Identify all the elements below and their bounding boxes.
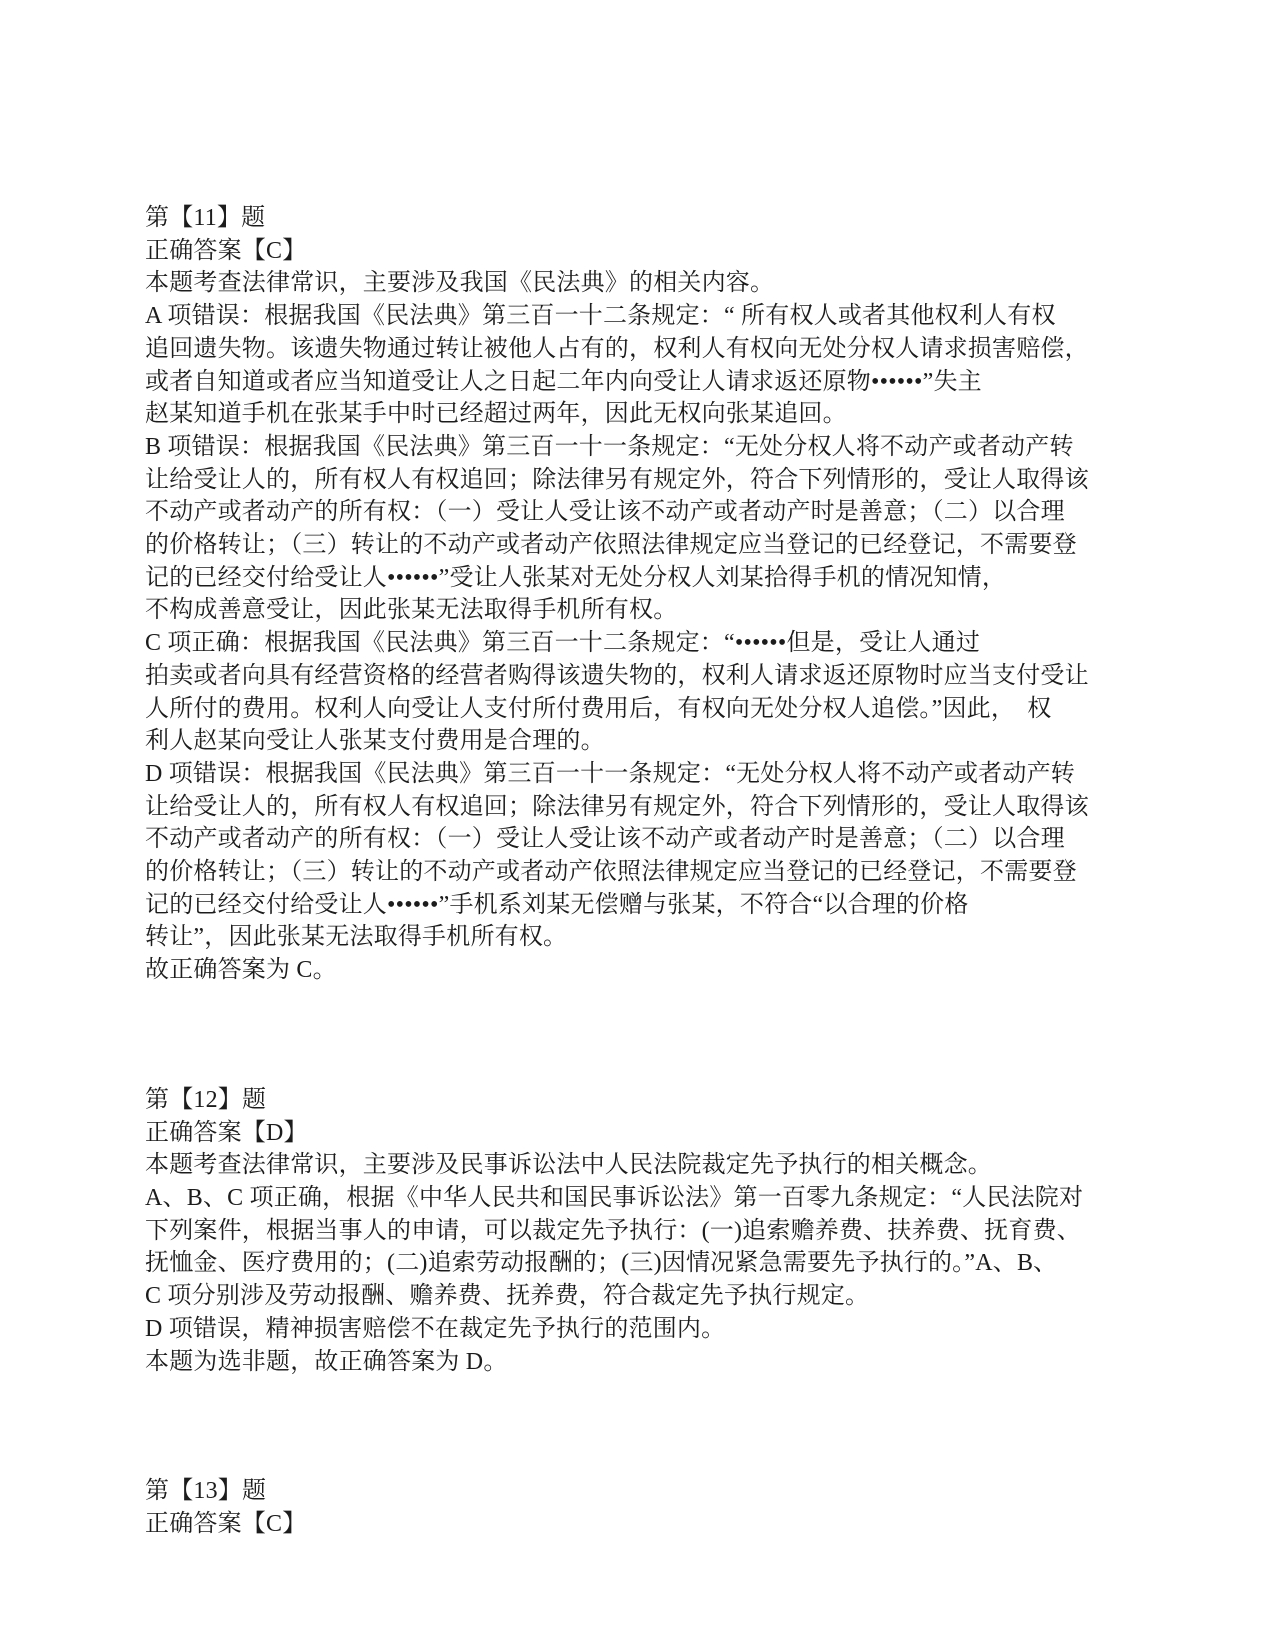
explanation-text-line: 记的已经交付给受让人••••••”受让人张某对无处分权人刘某拾得手机的情况知情，: [145, 564, 1007, 591]
explanation-text-line: 或者自知道或者应当知道受让人之日起二年内向受让人请求返还原物••••••”失主: [145, 368, 982, 395]
explanation-text-line: D 项错误：根据我国《民法典》第三百一十一条规定：“无处分权人将不动产或者动产转: [145, 760, 1075, 787]
correct-answer-label: 正确答案【C】: [145, 1510, 307, 1537]
explanation-text-line: 故正确答案为 C。: [145, 957, 337, 984]
question-number-label: 第【11】题: [145, 205, 266, 231]
question-block-12: [145, 1084, 1145, 1378]
explanation-text-line: C 项分别涉及劳动报酬、赡养费、抚养费，符合裁定先予执行规定。: [145, 1283, 870, 1310]
explanation-text-line: 下列案件，根据当事人的申请，可以裁定先予执行：(一)追索赡养费、扶养费、抚育费、: [145, 1217, 1081, 1244]
question-block-11: [145, 202, 1145, 987]
explanation-text-line: 抚恤金、医疗费用的；(二)追索劳动报酬的；(三)因情况紧急需要先予执行的。”A、B、: [145, 1250, 1058, 1277]
explanation-text-line: 本题考查法律常识，主要涉及我国《民法典》的相关内容。: [145, 270, 775, 297]
explanation-text-line: 的价格转让；（三）转让的不动产或者动产依照法律规定应当登记的已经登记，不需要登: [145, 859, 1077, 886]
explanation-text-line: D 项错误，精神损害赔偿不在裁定先予执行的范围内。: [145, 1315, 726, 1342]
question-number-label: 第【12】题: [145, 1086, 267, 1113]
correct-answer-label: 正确答案【D】: [145, 1119, 308, 1146]
question-block-13: [145, 1475, 1145, 1540]
explanation-text-line: 的价格转让；（三）转让的不动产或者动产依照法律规定应当登记的已经登记，不需要登: [145, 532, 1077, 559]
question-number-label: 第【13】题: [145, 1478, 267, 1505]
explanation-text-line: 利人赵某向受让人张某支付费用是合理的。: [145, 728, 605, 755]
explanation-text-line: B 项错误：根据我国《民法典》第三百一十一条规定：“无处分权人将不动产或者动产转: [145, 433, 1074, 460]
explanation-text-line: A 项错误：根据我国《民法典》第三百一十二条规定：“ 所有权人或者其他权利人有权: [145, 303, 1056, 330]
explanation-text-line: 让给受让人的，所有权人有权追回；除法律另有规定外，符合下列情形的，受让人取得该: [145, 793, 1089, 820]
document-page: [145, 202, 1145, 1541]
explanation-text-line: 追回遗失物。该遗失物通过转让被他人占有的，权利人有权向无处分权人请求损害赔偿，: [145, 335, 1089, 362]
correct-answer-label: 正确答案【C】: [145, 237, 307, 264]
explanation-text-line: 人所付的费用。权利人向受让人支付所付费用后，有权向无处分权人追偿。”因此， 权: [145, 695, 1052, 722]
explanation-text-line: 记的已经交付给受让人••••••”手机系刘某无偿赠与张某，不符合“以合理的价格: [145, 891, 969, 918]
explanation-text-line: 不构成善意受让，因此张某无法取得手机所有权。: [145, 597, 678, 624]
explanation-text-line: C 项正确：根据我国《民法典》第三百一十二条规定：“••••••但是，受让人通过: [145, 630, 981, 657]
explanation-text-line: 本题为选非题，故正确答案为 D。: [145, 1348, 508, 1375]
explanation-text-line: 拍卖或者向具有经营资格的经营者购得该遗失物的，权利人请求返还原物时应当支付受让: [145, 662, 1089, 689]
explanation-text-line: 不动产或者动产的所有权：（一）受让人受让该不动产或者动产时是善意；（二）以合理: [145, 826, 1065, 853]
explanation-text-line: 转让”，因此张某无法取得手机所有权。: [145, 924, 568, 951]
explanation-text-line: 让给受让人的，所有权人有权追回；除法律另有规定外，符合下列情形的，受让人取得该: [145, 466, 1089, 493]
explanation-text-line: 不动产或者动产的所有权：（一）受让人受让该不动产或者动产时是善意；（二）以合理: [145, 499, 1065, 526]
explanation-text-line: 赵某知道手机在张某手中时已经超过两年，因此无权向张某追回。: [145, 401, 847, 428]
explanation-text-line: 本题考查法律常识，主要涉及民事诉讼法中人民法院裁定先予执行的相关概念。: [145, 1152, 992, 1179]
explanation-text-line: A、B、C 项正确，根据《中华人民共和国民事诉讼法》第一百零九条规定：“人民法院对: [145, 1184, 1084, 1211]
